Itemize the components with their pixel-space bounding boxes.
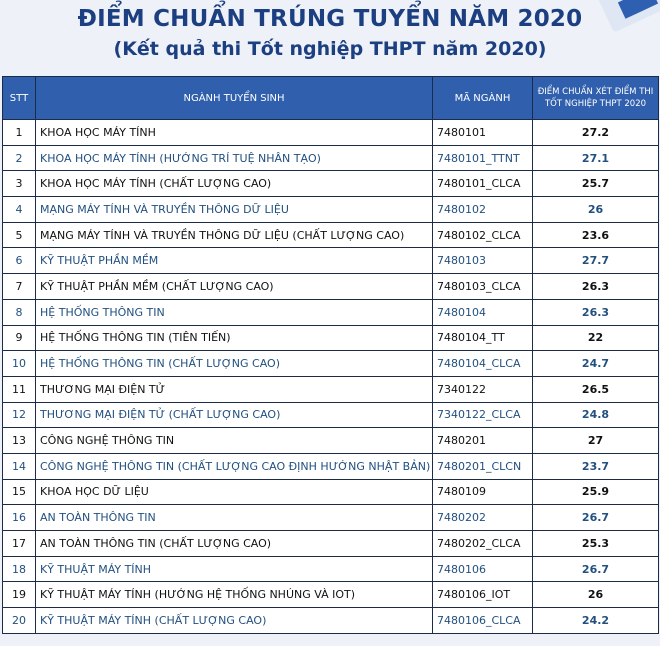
row-score: 23.6 (533, 222, 659, 248)
table-row (3, 248, 659, 274)
row-score: 27.2 (533, 120, 659, 146)
row-score: 27 (533, 428, 659, 454)
table-row (3, 402, 659, 428)
row-code: 7480201 (433, 428, 533, 454)
row-code: 7340122_CLCA (433, 402, 533, 428)
row-stt: 5 (3, 222, 36, 248)
row-stt: 7 (3, 274, 36, 300)
table-header-row (3, 77, 659, 120)
row-major: CÔNG NGHỆ THÔNG TIN (CHẤT LƯỢNG CAO ĐỊNH HƯỚNG NHẬT BẢN) (36, 453, 433, 479)
row-code: 7480201_CLCN (433, 453, 533, 479)
row-code: 7340122 (433, 376, 533, 402)
table-row (3, 505, 659, 531)
row-code: 7480106_IOT (433, 582, 533, 608)
table-row (3, 351, 659, 377)
header-score (533, 77, 659, 120)
row-stt: 8 (3, 299, 36, 325)
row-stt: 18 (3, 556, 36, 582)
header-stt: STT (3, 77, 36, 120)
row-major: KỸ THUẬT MÁY TÍNH (36, 556, 433, 582)
row-score: 25.9 (533, 479, 659, 505)
row-score: 26 (533, 582, 659, 608)
row-stt: 1 (3, 120, 36, 146)
row-major: KHOA HỌC MÁY TÍNH (CHẤT LƯỢNG CAO) (36, 171, 433, 197)
row-major: KHOA HỌC DỮ LIỆU (36, 479, 433, 505)
row-stt: 14 (3, 453, 36, 479)
row-code: 7480106_CLCA (433, 608, 533, 634)
row-major: KỸ THUẬT MÁY TÍNH (HƯỚNG HỆ THỐNG NHÚNG VÀ IOT) (36, 582, 433, 608)
table-row (3, 222, 659, 248)
header-score-line1: ĐIỂM CHUẨN XÉT ĐIỂM THI (537, 87, 654, 97)
row-score: 26.3 (533, 274, 659, 300)
row-major: HỆ THỐNG THÔNG TIN (CHẤT LƯỢNG CAO) (36, 351, 433, 377)
row-major: KHOA HỌC MÁY TÍNH (36, 120, 433, 146)
table-row (3, 274, 659, 300)
row-major: HỆ THỐNG THÔNG TIN (TIÊN TIẾN) (36, 325, 433, 351)
row-score: 26 (533, 197, 659, 223)
table-row (3, 556, 659, 582)
row-stt: 11 (3, 376, 36, 402)
row-major: KỸ THUẬT PHẦN MỀM (36, 248, 433, 274)
page-subtitle: (Kết quả thi Tốt nghiệp THPT năm 2020) (113, 38, 547, 60)
row-major: MẠNG MÁY TÍNH VÀ TRUYỀN THÔNG DỮ LIỆU (36, 197, 433, 223)
row-major: KHOA HỌC MÁY TÍNH (HƯỚNG TRÍ TUỆ NHÂN TẠO) (36, 145, 433, 171)
table-row (3, 608, 659, 634)
row-stt: 19 (3, 582, 36, 608)
admission-score-table (2, 76, 659, 634)
row-major: MẠNG MÁY TÍNH VÀ TRUYỀN THÔNG DỮ LIỆU (CHẤT LƯỢNG CAO) (36, 222, 433, 248)
row-code: 7480106 (433, 556, 533, 582)
row-code: 7480104_CLCA (433, 351, 533, 377)
row-code: 7480102 (433, 197, 533, 223)
row-stt: 6 (3, 248, 36, 274)
row-score: 24.2 (533, 608, 659, 634)
row-major: THƯƠNG MẠI ĐIỆN TỬ (CHẤT LƯỢNG CAO) (36, 402, 433, 428)
row-score: 25.7 (533, 171, 659, 197)
table-row (3, 376, 659, 402)
table-row (3, 325, 659, 351)
row-code: 7480202 (433, 505, 533, 531)
row-stt: 13 (3, 428, 36, 454)
row-stt: 20 (3, 608, 36, 634)
row-stt: 16 (3, 505, 36, 531)
row-major: KỸ THUẬT MÁY TÍNH (CHẤT LƯỢNG CAO) (36, 608, 433, 634)
row-score: 25.3 (533, 531, 659, 557)
row-stt: 17 (3, 531, 36, 557)
table-row (3, 299, 659, 325)
row-code: 7480104 (433, 299, 533, 325)
row-major: THƯƠNG MẠI ĐIỆN TỬ (36, 376, 433, 402)
table-row (3, 582, 659, 608)
row-code: 7480101 (433, 120, 533, 146)
page-title: ĐIỂM CHUẨN TRÚNG TUYỂN NĂM 2020 (77, 6, 583, 32)
row-code: 7480102_CLCA (433, 222, 533, 248)
table-row (3, 453, 659, 479)
row-score: 22 (533, 325, 659, 351)
row-stt: 15 (3, 479, 36, 505)
row-stt: 9 (3, 325, 36, 351)
header-major: NGÀNH TUYỂN SINH (36, 77, 433, 120)
row-code: 7480101_TTNT (433, 145, 533, 171)
row-code: 7480202_CLCA (433, 531, 533, 557)
row-stt: 12 (3, 402, 36, 428)
row-stt: 4 (3, 197, 36, 223)
row-stt: 3 (3, 171, 36, 197)
table-row (3, 145, 659, 171)
row-code: 7480103 (433, 248, 533, 274)
row-score: 26.7 (533, 505, 659, 531)
row-code: 7480104_TT (433, 325, 533, 351)
table-row (3, 120, 659, 146)
row-score: 27.7 (533, 248, 659, 274)
table-row (3, 428, 659, 454)
row-score: 24.7 (533, 351, 659, 377)
row-score: 23.7 (533, 453, 659, 479)
row-code: 7480101_CLCA (433, 171, 533, 197)
row-stt: 10 (3, 351, 36, 377)
row-code: 7480103_CLCA (433, 274, 533, 300)
row-code: 7480109 (433, 479, 533, 505)
table-row (3, 479, 659, 505)
row-major: AN TOÀN THÔNG TIN (CHẤT LƯỢNG CAO) (36, 531, 433, 557)
row-score: 24.8 (533, 402, 659, 428)
header-code: MÃ NGÀNH (433, 77, 533, 120)
row-major: KỸ THUẬT PHẦN MỀM (CHẤT LƯỢNG CAO) (36, 274, 433, 300)
table-row (3, 197, 659, 223)
table-row (3, 531, 659, 557)
header-score-line2: TỐT NGHIỆP THPT 2020 (544, 99, 647, 109)
row-major: CÔNG NGHỆ THÔNG TIN (36, 428, 433, 454)
row-score: 26.5 (533, 376, 659, 402)
row-major: HỆ THỐNG THÔNG TIN (36, 299, 433, 325)
row-score: 26.7 (533, 556, 659, 582)
row-score: 26.3 (533, 299, 659, 325)
row-stt: 2 (3, 145, 36, 171)
row-score: 27.1 (533, 145, 659, 171)
table-row (3, 171, 659, 197)
row-major: AN TOÀN THÔNG TIN (36, 505, 433, 531)
